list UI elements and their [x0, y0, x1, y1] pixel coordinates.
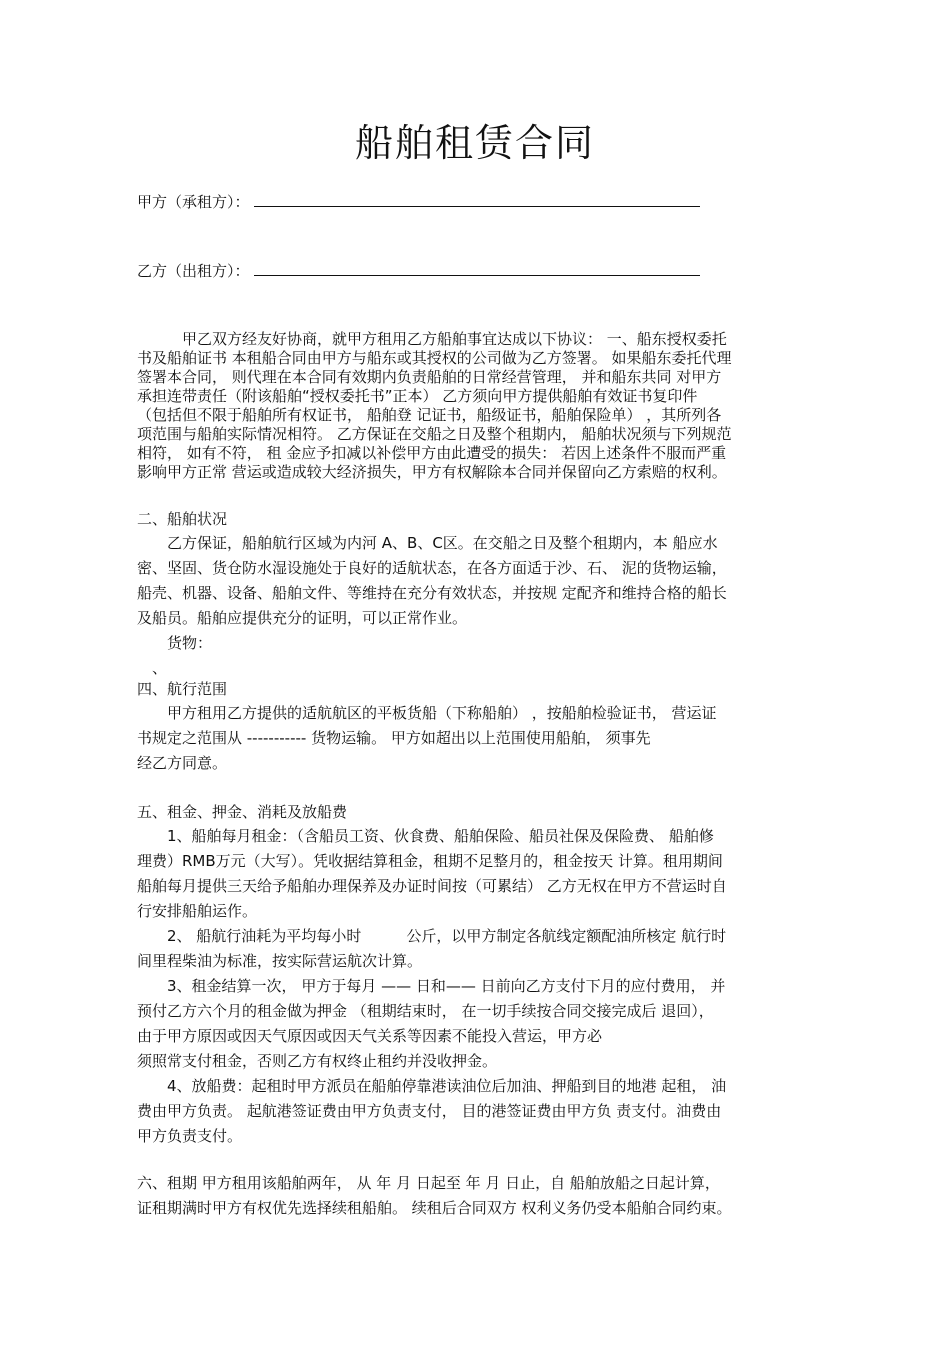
paragraph-line: 行安排船舶运作。	[137, 902, 258, 920]
paragraph-line: 由于甲方原因或因天气原因或因天气关系等因素不能投入营运，甲方必	[137, 1027, 603, 1045]
paragraph-line: 相符， 如有不符， 租 金应予扣减以补偿甲方由此遭受的损失： 若因上述条件不服而严重	[137, 444, 727, 462]
paragraph-line: 密、坚固、货仓防水湿设施处于良好的适航状态，在各方面适于沙、石、 泥的货物运输，	[137, 559, 727, 577]
paragraph-line: 预付乙方六个月的租金做为押金 （租期结束时， 在一切手续按合同交接完成后 退回），	[137, 1002, 714, 1020]
section-heading-navigation-range: 四、航行范围	[137, 680, 228, 698]
section-heading-vessel-condition: 二、船舶状况	[137, 510, 228, 528]
paragraph-line: 书规定之范围从 ----------- 货物运输。 甲方如超出以上范围使用船舶， 须事先	[137, 729, 651, 747]
section-rent-deposit-body	[137, 824, 817, 1149]
paragraph-line: 甲方负责支付。	[137, 1127, 243, 1145]
paragraph-line: 货物：	[137, 634, 213, 652]
paragraph-line: 及船员。船舶应提供充分的证明，可以正常作业。	[137, 609, 468, 627]
paragraph-line: 书及船舶证书 本租船合同由甲方与船东或其授权的公司做为乙方签署。 如果船东委托代理	[137, 349, 732, 367]
section-lease-term-body	[137, 1171, 817, 1221]
section-heading-rent-deposit: 五、租金、押金、消耗及放船费	[137, 803, 348, 821]
paragraph-line: 1、船舶每月租金：（含船员工资、伙食费、船舶保险、船员社保及保险费、 船舶修	[137, 827, 714, 845]
paragraph-line: 费由甲方负责。 起航港签证费由甲方负责支付， 目的港签证费由甲方负 责支付。油费由	[137, 1102, 722, 1120]
paragraph-line: 甲方租用乙方提供的适航航区的平板货船（下称船舶） ，按船舶检验证书， 营运证	[137, 704, 717, 722]
paragraph-line: 3、租金结算一次， 甲方于每月 —— 日和—— 日前向乙方支付下月的应付费用， 并	[137, 977, 726, 995]
paragraph-line: 4、放船费：起租时甲方派员在船舶停靠港读油位后加油、押船到目的地港 起租， 油	[137, 1077, 727, 1095]
paragraph-line: 船舶每月提供三天给予船舶办理保养及办证时间按（可累结） 乙方无权在甲方不营运时自	[137, 877, 727, 895]
paragraph-line: 须照常支付租金，否则乙方有权终止租约并没收押金。	[137, 1052, 498, 1070]
section-navigation-range-body	[137, 701, 817, 776]
party-a-field	[137, 191, 700, 212]
paragraph-line: 影响甲方正常 营运或造成较大经济损失，甲方有权解除本合同并保留向乙方索赔的权利。	[137, 463, 727, 481]
paragraph-line: 承担连带责任（附该船舶“授权委托书”正本） 乙方须向甲方提供船舶有效证书复印件	[137, 387, 698, 405]
paragraph-line: 证租期满时甲方有权优先选择续租船舶。 续租后合同双方 权利义务仍受本船舶合同约束。	[137, 1199, 732, 1217]
party-b-field	[137, 260, 700, 281]
intro-paragraph	[137, 330, 817, 482]
paragraph-line: 甲乙双方经友好协商，就甲方租用乙方船舶事宜达成以下协议： 一、船东授权委托	[137, 330, 727, 348]
paragraph-line: （包括但不限于船舶所有权证书， 船舶登 记证书，船级证书，船舶保险单） ，其所列各	[137, 406, 722, 424]
paragraph-line: 签署本合同， 则代理在本合同有效期内负责船舶的日常经营管理， 并和船东共同 对甲方	[137, 368, 722, 386]
paragraph-line: 乙方保证，船舶航行区域为内河 A、B、C区。在交船之日及整个租期内，本 船应水	[137, 534, 718, 552]
paragraph-line: 间里程柴油为标准，按实际营运航次计算。	[137, 952, 423, 970]
paragraph-line: 经乙方同意。	[137, 754, 228, 772]
party-b-label: 乙方（出租方）：	[137, 262, 250, 280]
paragraph-line: 2、 船航行油耗为平均每小时 公斤，以甲方制定各航线定额配油所核定 航行时	[137, 927, 727, 945]
document-title: 船舶租赁合同	[354, 121, 595, 165]
paragraph-line: 项范围与船舶实际情况相符。 乙方保证在交船之日及整个租期内， 船舶状况须与下列规范	[137, 425, 732, 443]
paragraph-line: 六、租期 甲方租用该船舶两年， 从 年 月 日起至 年 月 日止，自 船舶放船之日起计算，	[137, 1174, 720, 1192]
party-b-blank-line[interactable]	[254, 263, 700, 276]
paragraph-line: 、	[137, 659, 168, 677]
section-vessel-condition-body	[137, 531, 817, 681]
paragraph-line: 船壳、机器、设备、船舶文件、等维持在充分有效状态，并按规 定配齐和维持合格的船长	[137, 584, 727, 602]
party-a-label: 甲方（承租方）：	[137, 193, 250, 211]
party-a-blank-line[interactable]	[254, 194, 700, 207]
paragraph-line: 理费）RMB万元（大写）。凭收据结算租金，租期不足整月的，租金按天 计算。租用期间	[137, 852, 723, 870]
